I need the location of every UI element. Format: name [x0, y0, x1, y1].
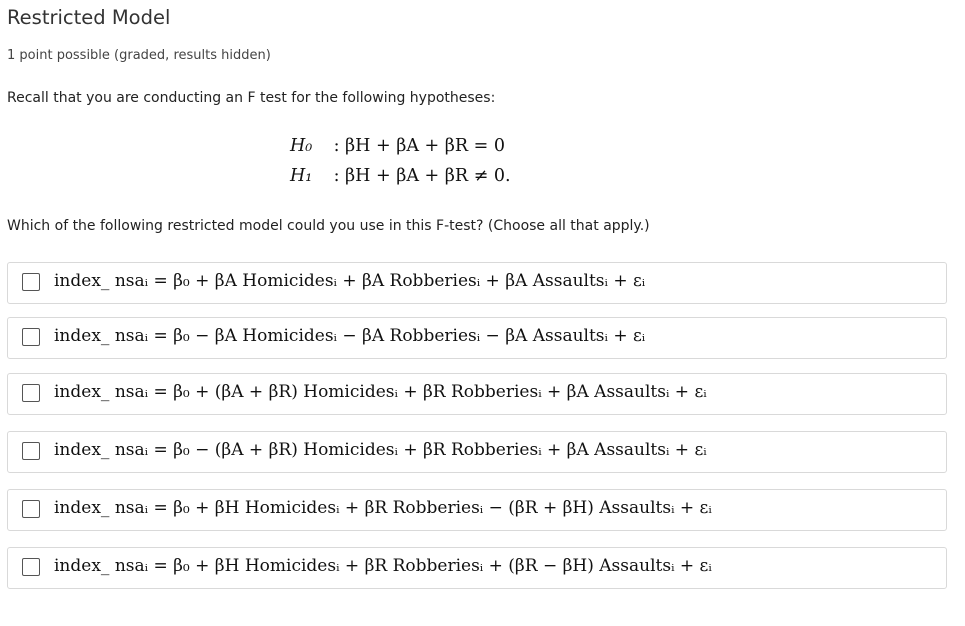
problem-title: Restricted Model	[7, 6, 171, 29]
choice-formula: index_ nsaᵢ = β₀ + βH Homicidesᵢ + βR Robberiesᵢ − (βR + βH) Assaultsᵢ + εᵢ	[54, 498, 712, 518]
null-hypothesis	[290, 136, 505, 156]
h0-expression: : βH + βA + βR = 0	[333, 136, 505, 156]
h1-label: H₁	[290, 166, 313, 186]
choice-option-5[interactable]	[7, 489, 947, 531]
choice-option-6[interactable]	[7, 547, 947, 589]
choice-formula: index_ nsaᵢ = β₀ + βA Homicidesᵢ + βA Robberiesᵢ + βA Assaultsᵢ + εᵢ	[54, 271, 646, 291]
question-text: Which of the following restricted model could you use in this F-test? (Choose all that apply.)	[7, 218, 650, 234]
choice-option-1[interactable]	[7, 262, 947, 304]
choice-formula: index_ nsaᵢ = β₀ + βH Homicidesᵢ + βR Robberiesᵢ + (βR − βH) Assaultsᵢ + εᵢ	[54, 556, 712, 576]
choice-option-4[interactable]	[7, 431, 947, 473]
checkbox[interactable]	[22, 442, 40, 460]
checkbox[interactable]	[22, 328, 40, 346]
problem-prompt: Recall that you are conducting an F test for the following hypotheses:	[7, 90, 496, 106]
choice-formula: index_ nsaᵢ = β₀ − (βA + βR) Homicidesᵢ + βR Robberiesᵢ + βA Assaultsᵢ + εᵢ	[54, 440, 707, 460]
checkbox[interactable]	[22, 500, 40, 518]
h0-label: H₀	[290, 136, 313, 156]
checkbox[interactable]	[22, 384, 40, 402]
alternative-hypothesis	[290, 166, 511, 186]
checkbox[interactable]	[22, 558, 40, 576]
checkbox[interactable]	[22, 273, 40, 291]
choice-option-2[interactable]	[7, 317, 947, 359]
choice-option-3[interactable]	[7, 373, 947, 415]
choice-formula: index_ nsaᵢ = β₀ + (βA + βR) Homicidesᵢ + βR Robberiesᵢ + βA Assaultsᵢ + εᵢ	[54, 382, 707, 402]
choice-formula: index_ nsaᵢ = β₀ − βA Homicidesᵢ − βA Robberiesᵢ − βA Assaultsᵢ + εᵢ	[54, 326, 646, 346]
h1-expression: : βH + βA + βR ≠ 0.	[333, 166, 511, 186]
points-info: 1 point possible (graded, results hidden)	[7, 48, 271, 63]
